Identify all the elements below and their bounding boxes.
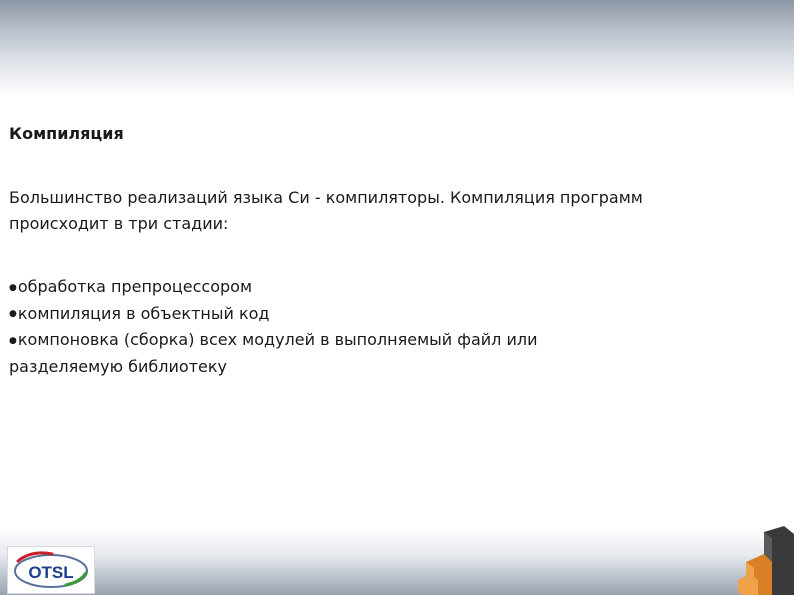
otsl-logo xyxy=(7,546,95,594)
list-item xyxy=(9,301,649,328)
bullet-icon: ● xyxy=(9,335,17,346)
list-item-text: компиляция в объектный код xyxy=(17,303,270,323)
slide-title: Компиляция xyxy=(9,124,124,143)
bullet-icon: ● xyxy=(9,282,17,293)
footer-gradient-band xyxy=(0,528,794,595)
header-gradient-band xyxy=(0,0,794,96)
building-icon xyxy=(738,526,794,595)
list-item-text: обработка препроцессором xyxy=(17,277,253,296)
intro-paragraph: Большинство реализаций языка Си - компиляторы. Компиляция программ происходит в три стадии: xyxy=(9,188,643,233)
list-item-text: компоновка (сборка) всех модулей в выполняемый файл или разделяемую библиотеку xyxy=(9,330,538,376)
list-item xyxy=(9,327,649,380)
stage-list xyxy=(9,274,649,380)
list-item xyxy=(9,274,649,301)
otsl-logo-icon xyxy=(8,547,94,593)
bullet-icon: ● xyxy=(9,309,17,319)
logo-text: OTSL xyxy=(28,563,74,582)
